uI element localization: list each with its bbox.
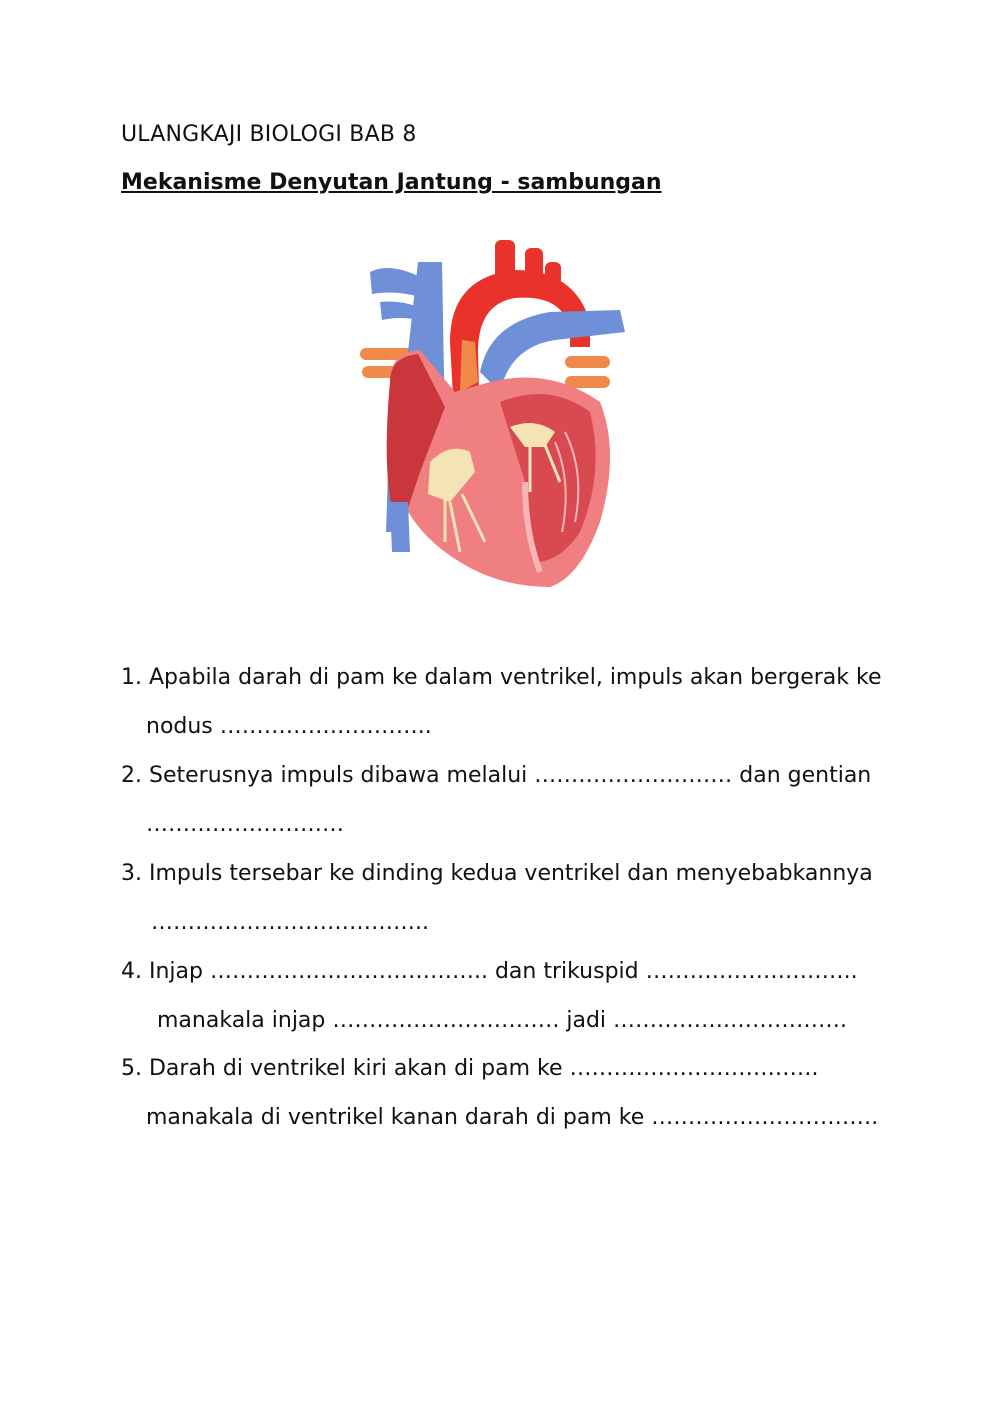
- heart-diagram: [350, 232, 640, 592]
- human-heart-icon: [350, 232, 640, 592]
- right-orange-vessel-bottom: [565, 376, 610, 388]
- question-2-line-1: 2. Seterusnya impuls dibawa melalui ……………………… dan gentian: [121, 763, 872, 788]
- question-2-line-2: ………………………: [146, 812, 344, 837]
- aorta-branch-2: [525, 248, 543, 284]
- question-3-line-2: ………………………………..: [151, 910, 429, 935]
- question-3-line-1: 3. Impuls tersebar ke dinding kedua ventrikel dan menyebabkannya: [121, 861, 873, 886]
- question-4-line-1: 4. Injap ……………………………….. dan trikuspid ………………………..: [121, 959, 858, 984]
- left-blue-branch: [370, 268, 420, 297]
- worksheet-subtitle: Mekanisme Denyutan Jantung - sambungan: [121, 170, 662, 195]
- question-1-line-2: nodus ………………………..: [146, 714, 432, 739]
- question-1-line-1: 1. Apabila darah di pam ke dalam ventrikel, impuls akan bergerak ke: [121, 665, 882, 690]
- question-4-line-2: manakala injap …………………………. jadi …………….…………….: [157, 1008, 848, 1033]
- question-5-line-1: 5. Darah di ventrikel kiri akan di pam ke …………………………….: [121, 1056, 819, 1081]
- right-orange-vessel-top: [565, 356, 610, 368]
- aorta-branch-3: [545, 262, 561, 292]
- question-5-line-2: manakala di ventrikel kanan darah di pam ke ………………………….: [146, 1105, 879, 1130]
- inferior-vena-cava: [390, 502, 410, 552]
- aorta-branch-1: [495, 240, 515, 280]
- worksheet-header: ULANGKAJI BIOLOGI BAB 8: [121, 122, 417, 147]
- left-blue-branch-lower: [380, 302, 418, 320]
